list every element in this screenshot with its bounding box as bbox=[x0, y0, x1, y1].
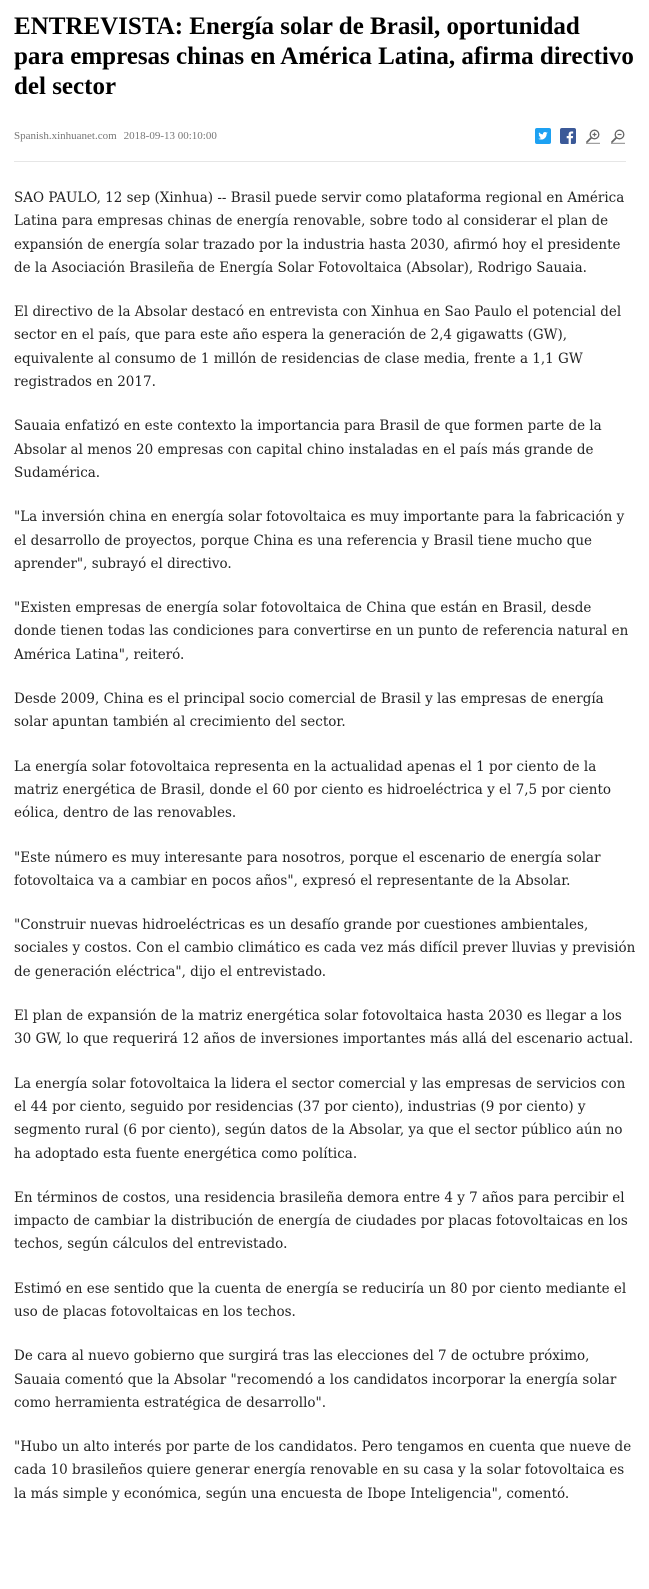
article-paragraph: La energía solar fotovoltaica representa en la actualidad apenas el 1 por ciento de la matriz energética de Brasil, donde el 60 por ciento es hidroeléctrica y el 7,5 por ciento eólica, dentro de las renovables. bbox=[14, 758, 612, 822]
article-paragraph: "Existen empresas de energía solar fotovoltaica de China que están en Brasil, desde donde tienen todas las condiciones para convertirse en un punto de referencia natural en América Latina", reiteró. bbox=[14, 600, 629, 663]
article-paragraph: "Construir nuevas hidroeléctricas es un desafío grande por cuestiones ambientales, sociales y costos. Con el cambio climático es cada vez más difícil prever lluvias y previsión de generación eléctrica", dijo el entrevistado. bbox=[14, 917, 636, 980]
article-paragraph: De cara al nuevo gobierno que surgirá tras las elecciones del 7 de octubre próximo, Sauaia comentó que la Absolar "recomendó a los candidatos incorporar la energía solar como herramienta estratégica de desarrollo". bbox=[14, 1348, 617, 1411]
article-paragraph: En términos de costos, una residencia brasileña demora entre 4 y 7 años para percibir el impacto de cambiar la distribución de energía de ciudades por placas fotovoltaicas en los techos, según cálculos del entrevistado. bbox=[14, 1189, 628, 1253]
article-meta bbox=[14, 127, 626, 145]
zoom-out-icon[interactable] bbox=[610, 128, 626, 144]
article-source: Spanish.xinhuanet.com bbox=[14, 130, 117, 142]
header-divider bbox=[14, 161, 626, 162]
meta-info bbox=[14, 127, 217, 145]
zoom-in-icon[interactable] bbox=[585, 128, 601, 144]
article-paragraph: "La inversión china en energía solar fotovoltaica es muy importante para la fabricación y el desarrollo de proyectos, porque China es una referencia y Brasil tiene mucho que aprender", subrayó el directivo. bbox=[14, 509, 625, 572]
article-paragraph: Estimó en ese sentido que la cuenta de energía se reduciría un 80 por ciento mediante el uso de placas fotovoltaicas en los techos. bbox=[14, 1280, 627, 1320]
article-paragraph: "Hubo un alto interés por parte de los candidatos. Pero tengamos en cuenta que nueve de cada 10 brasileños quiere generar energía renovable en su casa y la solar fotovoltaica es la más simple y económica, según una encuesta de Ibope Inteligencia", comentó. bbox=[14, 1439, 632, 1502]
facebook-icon[interactable] bbox=[560, 128, 576, 144]
twitter-icon[interactable] bbox=[535, 128, 551, 144]
article-paragraph: El directivo de la Absolar destacó en entrevista con Xinhua en Sao Paulo el potencial del sector en el país, que para este año espera la generación de 2,4 gigawatts (GW), equivalente al consumo de 1 millón de residencias de clase media, frente a 1,1 GW registrados en 2017. bbox=[14, 304, 622, 391]
article-title: ENTREVISTA: Energía solar de Brasil, oportunidad para empresas chinas en América Latina, afirma directivo del sector bbox=[14, 13, 634, 100]
article-paragraph: Desde 2009, China es el principal socio comercial de Brasil y las empresas de energía solar apuntan también al crecimiento del sector. bbox=[14, 691, 604, 731]
article-body bbox=[14, 187, 636, 1527]
share-toolbar bbox=[535, 127, 626, 145]
article-paragraph: La energía solar fotovoltaica la lidera el sector comercial y las empresas de servicios con el 44 por ciento, seguido por residencias (37 por ciento), industrias (9 por ciento) y segmento rural (6 por ciento), según datos de la Absolar, ya que el sector público aún no ha adoptado esta fuente energética como política. bbox=[14, 1075, 626, 1162]
article-paragraph: SAO PAULO, 12 sep (Xinhua) -- Brasil puede servir como plataforma regional en América Latina para empresas chinas de energía renovable, sobre todo al considerar el plan de expansión de energía solar trazado por la industria hasta 2030, afirmó hoy el presidente de la Asociación Brasileña de Energía Solar Fotovoltaica (Absolar), Rodrigo Sauaia. bbox=[14, 190, 625, 276]
article-paragraph: "Este número es muy interesante para nosotros, porque el escenario de energía solar fotovoltaica va a cambiar en pocos años", expresó el representante de la Absolar. bbox=[14, 849, 601, 889]
article-paragraph: El plan de expansión de la matriz energética solar fotovoltaica hasta 2030 es llegar a los 30 GW, lo que requerirá 12 años de inversiones importantes más allá del escenario actual. bbox=[14, 1008, 634, 1048]
article-paragraph: Sauaia enfatizó en este contexto la importancia para Brasil de que formen parte de la Absolar al menos 20 empresas con capital chino instaladas en el país más grande de Sudamérica. bbox=[14, 418, 602, 481]
article-date: 2018-09-13 00:10:00 bbox=[123, 130, 217, 142]
